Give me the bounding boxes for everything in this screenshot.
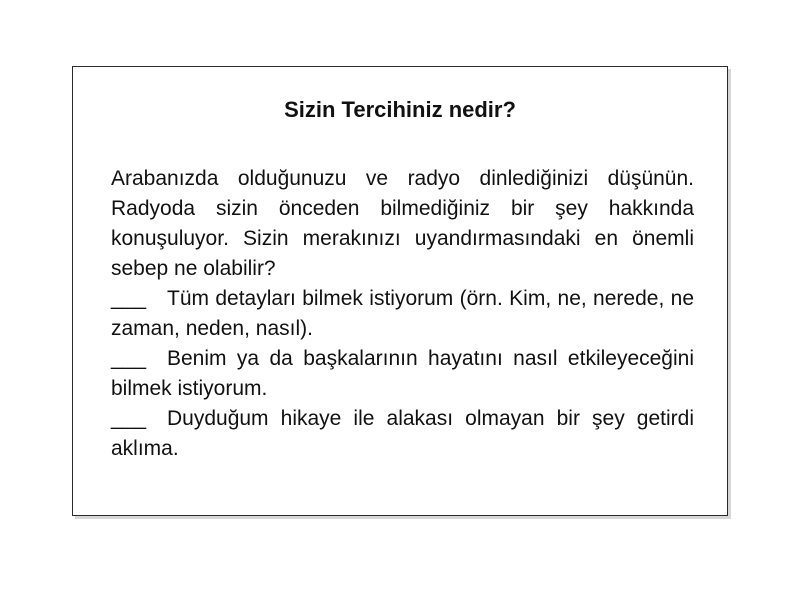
option-blank: ___ — [111, 287, 147, 310]
option-text: Benim ya da başkalarının hayatını nasıl etkileyeceğini bilmek istiyorum. — [111, 347, 694, 400]
option-item — [111, 284, 694, 344]
option-text: Tüm detayları bilmek istiyorum (örn. Kim, ne, nerede, ne zaman, neden, nasıl). — [111, 287, 694, 340]
question-text: Arabanızda olduğunuzu ve radyo dinlediğinizi düşünün. Radyoda sizin önceden bilmediğiniz bir şey hakkında konuşuluyor. Sizin merakınızı uyandırmasındaki en önemli sebep ne olabilir? — [111, 167, 694, 280]
option-text: Duyduğum hikaye ile alakası olmayan bir şey getirdi aklıma. — [111, 407, 694, 460]
option-blank: ___ — [111, 347, 147, 370]
slide-title: Sizin Tercihiniz nedir? — [284, 97, 516, 122]
question-body — [111, 164, 694, 464]
option-blank: ___ — [111, 407, 147, 430]
content-frame — [72, 66, 728, 516]
option-item — [111, 404, 694, 464]
option-item — [111, 344, 694, 404]
